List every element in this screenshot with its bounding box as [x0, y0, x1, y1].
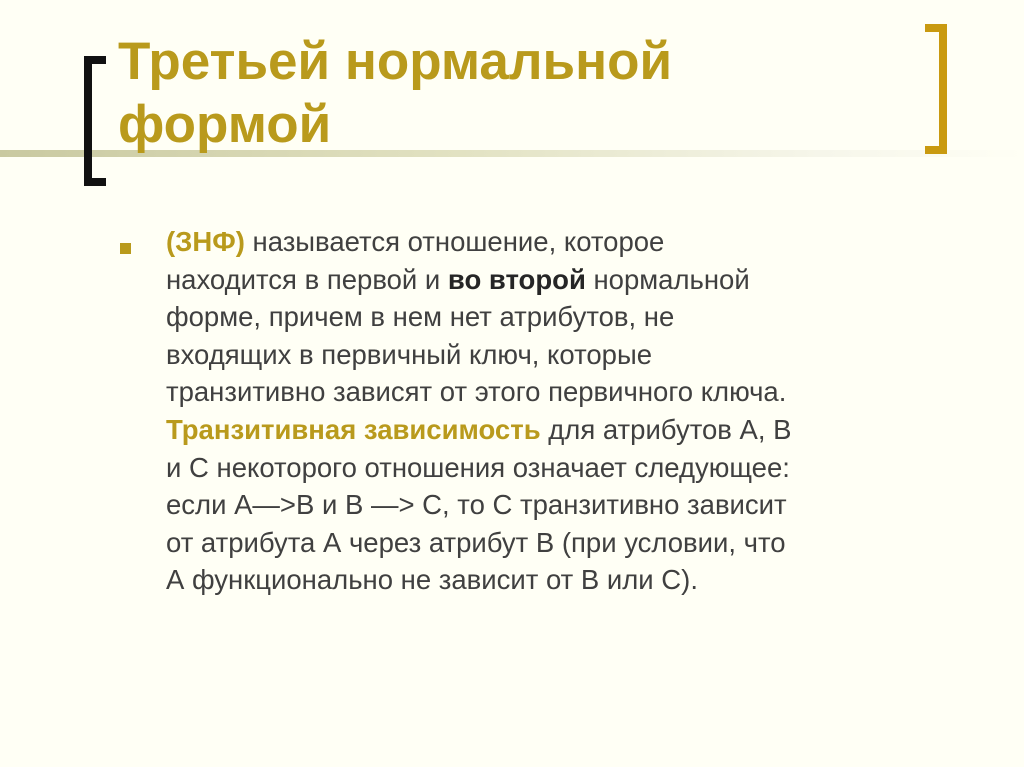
paragraph-line-5: транзитивно зависят от этого первичного ключа.	[166, 376, 787, 408]
slide-title	[118, 30, 838, 156]
paragraph-line-8: если А—>В и В —> С, то С транзитивно зависит	[166, 489, 787, 521]
paragraph-line-9: от атрибута А через атрибут В (при условии, что	[166, 526, 786, 558]
line-6-text: для атрибутов А, В	[540, 413, 792, 445]
line-1-text: называется отношение, которое	[244, 226, 665, 257]
emphasis-second-form: во второй	[447, 263, 586, 295]
left-bracket-icon	[84, 56, 106, 186]
paragraph-line-4: входящих в первичный ключ, которые	[166, 338, 653, 370]
line-2-end: нормальной	[585, 263, 750, 295]
term-transitive-dependency: Транзитивная зависимость	[166, 413, 541, 445]
paragraph-line-2	[166, 261, 966, 299]
slide-title-line-1: Третьей нормальной	[118, 32, 673, 91]
abbreviation-3nf: (ЗНФ)	[166, 226, 245, 257]
square-bullet-icon	[120, 243, 131, 254]
bullet-paragraph	[166, 223, 966, 599]
paragraph-line-1	[166, 223, 966, 261]
paragraph-line-6	[166, 411, 966, 449]
line-2-start: находится в первой и	[166, 263, 448, 295]
right-bracket-icon	[925, 24, 947, 154]
paragraph-line-10: А функционально не зависит от В или С).	[166, 564, 698, 596]
slide-title-line-2: формой	[118, 95, 332, 154]
paragraph-line-7: и С некоторого отношения означает следующее:	[166, 451, 790, 483]
paragraph-line-3: форме, причем в нем нет атрибутов, не	[166, 301, 675, 333]
